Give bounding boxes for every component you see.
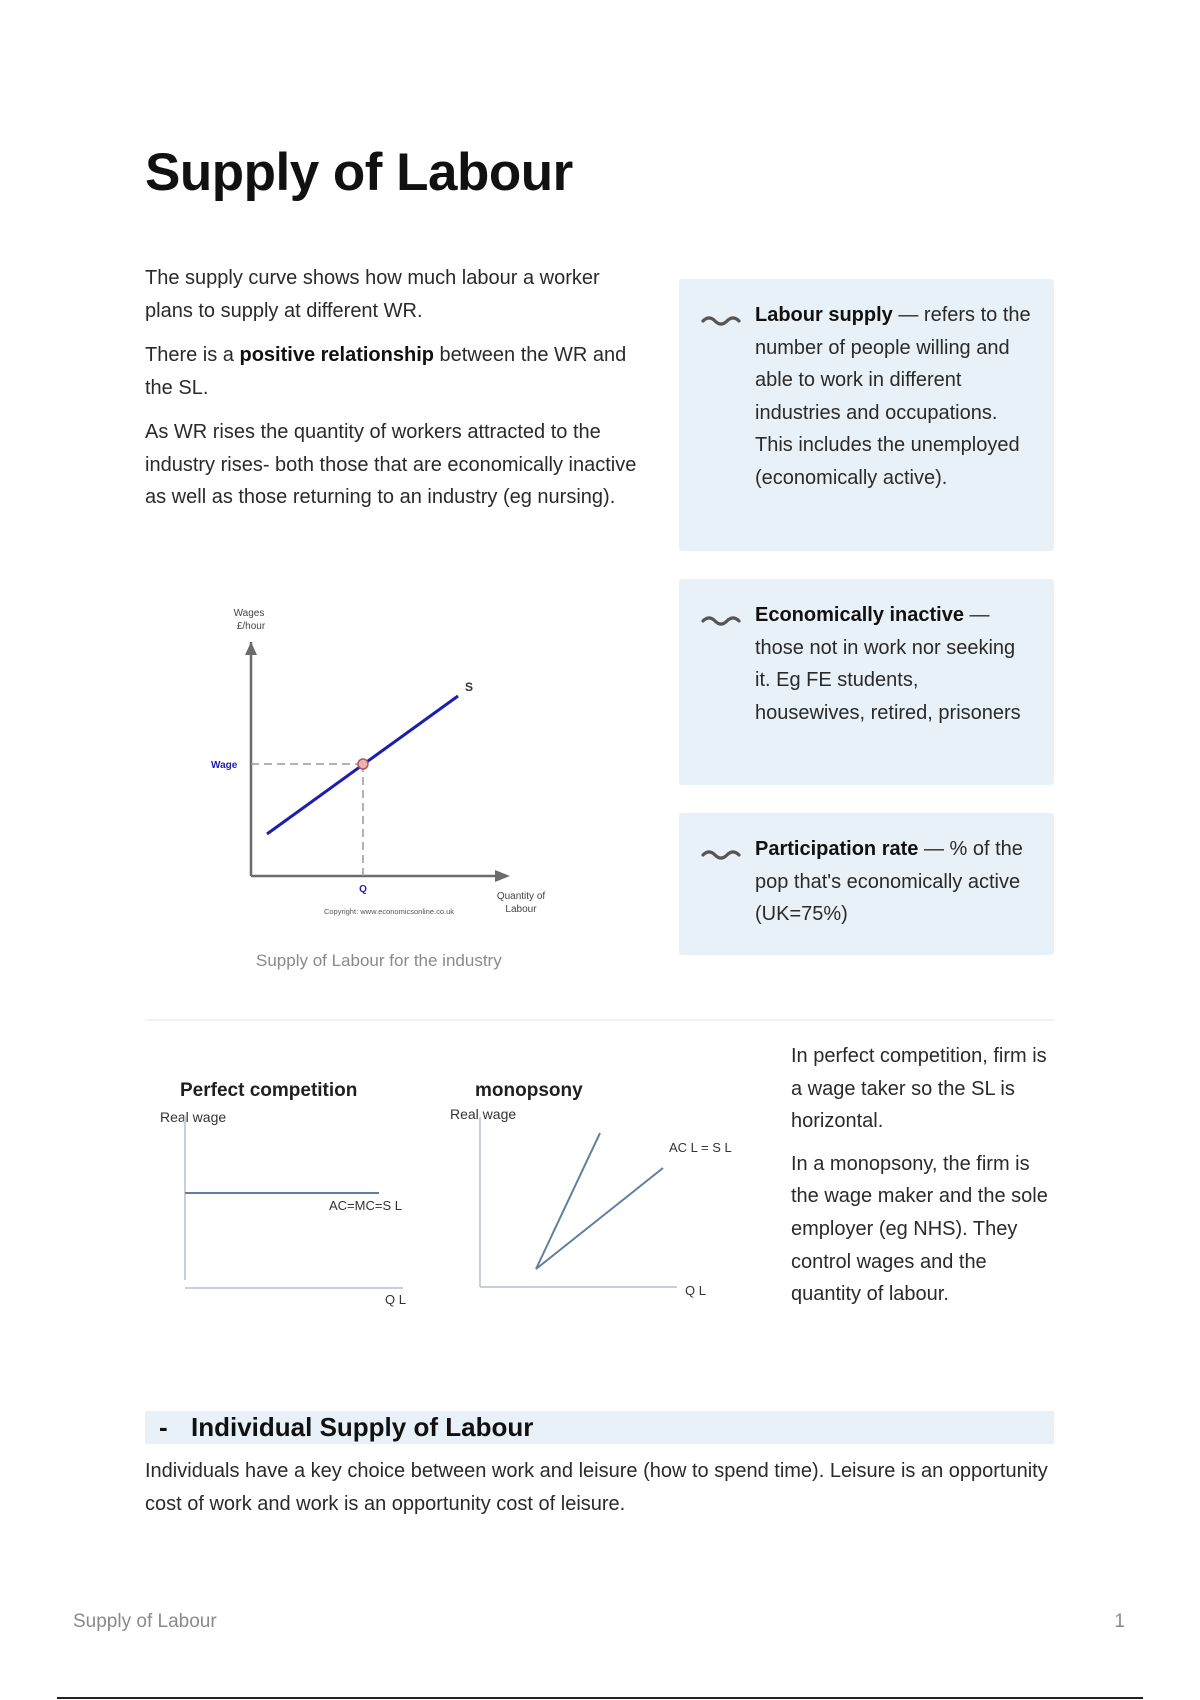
market-structure-notes <box>791 1040 1061 1321</box>
callout-economically-inactive <box>679 579 1054 785</box>
wave-icon <box>701 613 741 631</box>
x-axis-arrow <box>495 870 510 882</box>
footer-rule <box>57 1697 1143 1699</box>
callout-term: Labour supply <box>755 304 893 326</box>
y-axis-arrow <box>245 642 257 655</box>
wage-marker-label: Wage <box>211 760 238 771</box>
callout-term: Participation rate <box>755 838 919 860</box>
perfect-competition-note: In perfect competition, firm is a wage taker so the SL is horizontal. <box>791 1045 1047 1133</box>
mon-marginal-cost-line <box>536 1133 600 1269</box>
section-heading <box>145 1411 1054 1444</box>
quantity-marker-label: Q <box>359 884 367 895</box>
x-axis-label-line2: Labour <box>505 904 537 915</box>
intro-p2-pre: There is a <box>145 344 240 366</box>
callout-text: — refers to the number of people willing and able to work in different industries and occupations. This includes the unemployed (economically active). <box>755 304 1031 489</box>
chart-copyright: Copyright: www.economicsonline.co.uk <box>323 907 455 916</box>
wave-icon <box>701 313 741 331</box>
supply-of-labour-chart <box>195 600 565 925</box>
wave-icon <box>701 847 741 865</box>
mon-y-axis-label: Real wage <box>450 1106 517 1122</box>
figure-caption: Supply of Labour for the industry <box>256 951 502 970</box>
y-axis-label-line1: Wages <box>233 608 265 619</box>
intro-p2-bold: positive relationship <box>239 344 434 366</box>
callout-labour-supply <box>679 279 1054 551</box>
heading-dash: - <box>159 1412 168 1442</box>
equilibrium-point <box>358 759 368 769</box>
callout-participation-rate <box>679 813 1054 955</box>
supply-curve-label: S <box>465 680 474 694</box>
heading-text: Individual Supply of Labour <box>191 1412 534 1442</box>
intro-paragraph-3: As WR rises the quantity of workers attracted to the industry rises- both those that are economically inactive as well as those returning to an industry (eg nursing). <box>145 421 637 508</box>
intro-text <box>145 262 645 526</box>
page-number: 1 <box>1114 1611 1125 1632</box>
footer-title: Supply of Labour <box>73 1611 217 1632</box>
pc-y-axis-label: Real wage <box>160 1109 227 1125</box>
page-title: Supply of Labour <box>145 143 573 202</box>
pc-x-axis-label: Q L <box>385 1292 406 1307</box>
callout-text: — those not in work nor seeking it. Eg FE students, housewives, retired, prisoners <box>755 604 1021 724</box>
y-axis-label-line2: £/hour <box>236 621 266 632</box>
callout-term: Economically inactive <box>755 604 964 626</box>
callout-text: — % of the pop that's economically active (UK=75%) <box>755 838 1023 926</box>
mon-line-label: AC L = S L <box>669 1140 732 1155</box>
perfect-competition-chart <box>155 1072 420 1312</box>
pc-chart-title: Perfect competition <box>180 1080 358 1101</box>
section-body: Individuals have a key choice between work and leisure (how to spend time). Leisure is an opportunity cost of work and work is an opportunity cost of leisure. <box>145 1460 1048 1515</box>
mon-average-cost-line <box>536 1168 663 1269</box>
pc-line-label: AC=MC=S L <box>329 1198 402 1213</box>
intro-p2-post: between the WR and the SL. <box>145 344 627 399</box>
monopsony-note: In a monopsony, the firm is the wage maker and the sole employer (eg NHS). They control wages and the quantity of labour. <box>791 1152 1048 1306</box>
mon-x-axis-label: Q L <box>685 1283 706 1298</box>
intro-paragraph-1: The supply curve shows how much labour a worker plans to supply at different WR. <box>145 267 600 322</box>
mon-chart-title: monopsony <box>475 1080 583 1101</box>
monopsony-chart <box>445 1072 740 1312</box>
section-divider <box>145 1019 1054 1021</box>
x-axis-label-line1: Quantity of <box>496 891 546 902</box>
intro-paragraph-2 <box>145 339 645 404</box>
